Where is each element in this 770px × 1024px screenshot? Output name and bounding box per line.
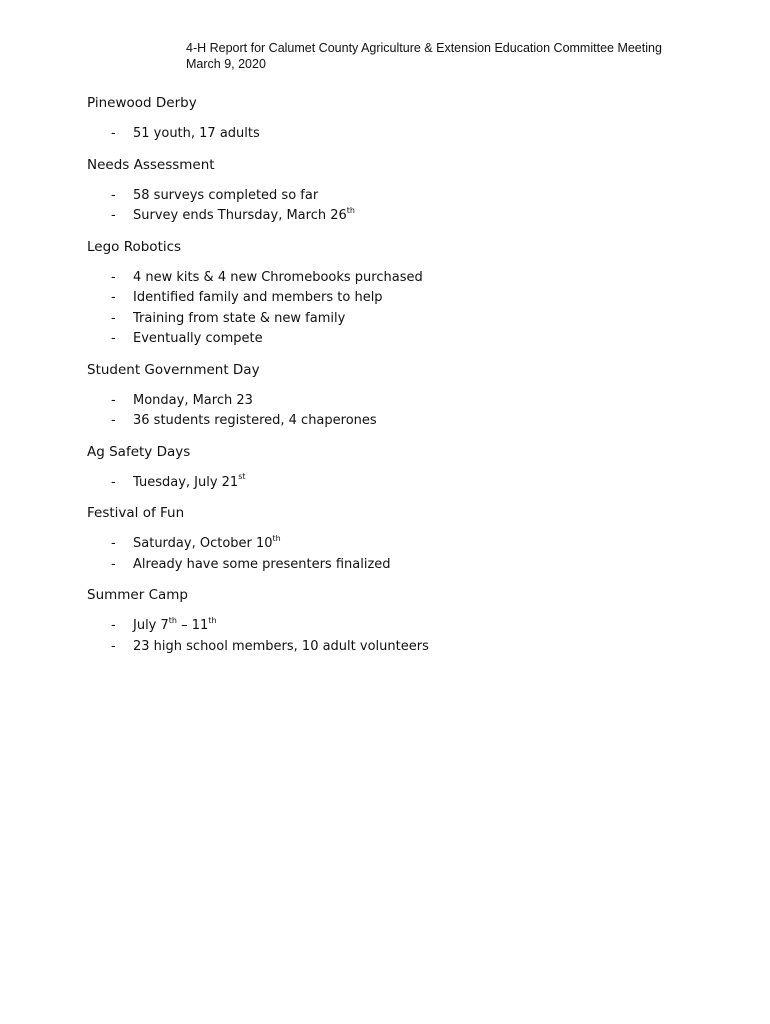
item-text: 51 youth, 17 adults <box>133 126 260 141</box>
list-item <box>87 616 727 637</box>
report-section <box>87 93 727 155</box>
section-title: Summer Camp <box>87 587 188 603</box>
report-title: 4-H Report for Calumet County Agriculture & Extension Education Committee Meeting <box>186 41 662 55</box>
section-title: Festival of Fun <box>87 505 185 521</box>
section-title: Lego Robotics <box>87 238 182 255</box>
item-text-continued: – 11 <box>177 618 209 633</box>
ordinal-suffix: st <box>238 472 246 482</box>
list-item <box>87 555 727 576</box>
list-item <box>87 534 727 555</box>
section-title: Pinewood Derby <box>87 95 197 111</box>
report-section <box>87 360 727 442</box>
item-text: Training from state & new family <box>133 310 346 326</box>
report-section <box>87 237 727 360</box>
item-text: Monday, March 23 <box>133 392 253 408</box>
item-text: Saturday, October 10 <box>133 536 273 551</box>
list-item <box>87 411 727 432</box>
section-title: Needs Assessment <box>87 156 215 173</box>
report-section <box>87 585 727 667</box>
dash-bullet: - <box>111 269 116 285</box>
bullet-list <box>87 534 727 575</box>
dash-bullet: - <box>111 413 116 428</box>
dash-bullet: - <box>111 474 116 490</box>
report-section <box>87 155 727 237</box>
item-text: Already have some presenters finalized <box>133 556 391 572</box>
report-section <box>87 503 727 585</box>
item-text: 58 surveys completed so far <box>133 187 319 203</box>
dash-bullet: - <box>111 638 116 654</box>
bullet-list <box>87 391 727 432</box>
section-title: Ag Safety Days <box>87 443 191 460</box>
list-item <box>87 288 727 309</box>
item-text: Tuesday, July 21 <box>133 474 239 490</box>
dash-bullet: - <box>111 331 116 346</box>
item-text: 36 students registered, 4 chaperones <box>133 413 377 428</box>
dash-bullet: - <box>111 536 116 551</box>
item-text: Identified family and members to help <box>133 290 383 305</box>
section-title: Student Government Day <box>87 361 260 378</box>
list-item <box>87 124 727 145</box>
bullet-list <box>87 268 727 350</box>
list-item <box>87 473 727 494</box>
dash-bullet: - <box>111 290 116 305</box>
item-text: July 7 <box>133 618 169 633</box>
report-section <box>87 442 727 504</box>
list-item <box>87 206 727 227</box>
ordinal-suffix: th <box>168 615 178 625</box>
report-header <box>186 40 662 72</box>
bullet-list <box>87 616 727 657</box>
ordinal-suffix: th <box>272 533 281 543</box>
report-date: March 9, 2020 <box>186 57 266 71</box>
list-item <box>87 391 727 412</box>
dash-bullet: - <box>111 208 116 223</box>
list-item <box>87 637 727 658</box>
dash-bullet: - <box>111 310 116 326</box>
dash-bullet: - <box>111 392 116 408</box>
dash-bullet: - <box>111 618 116 633</box>
item-text: Eventually compete <box>133 331 263 346</box>
list-item <box>87 268 727 289</box>
dash-bullet: - <box>111 126 116 141</box>
list-item <box>87 329 727 350</box>
dash-bullet: - <box>111 187 116 203</box>
bullet-list <box>87 186 727 227</box>
item-text: Survey ends Thursday, March 26 <box>133 208 347 223</box>
list-item <box>87 186 727 207</box>
ordinal-suffix: th <box>346 205 355 215</box>
bullet-list <box>87 473 727 494</box>
list-item <box>87 309 727 330</box>
report-body <box>87 93 727 667</box>
ordinal-suffix: th <box>208 615 217 625</box>
dash-bullet: - <box>111 556 116 572</box>
item-text: 23 high school members, 10 adult volunteers <box>133 638 429 654</box>
bullet-list <box>87 124 727 145</box>
item-text: 4 new kits & 4 new Chromebooks purchased <box>133 269 423 285</box>
